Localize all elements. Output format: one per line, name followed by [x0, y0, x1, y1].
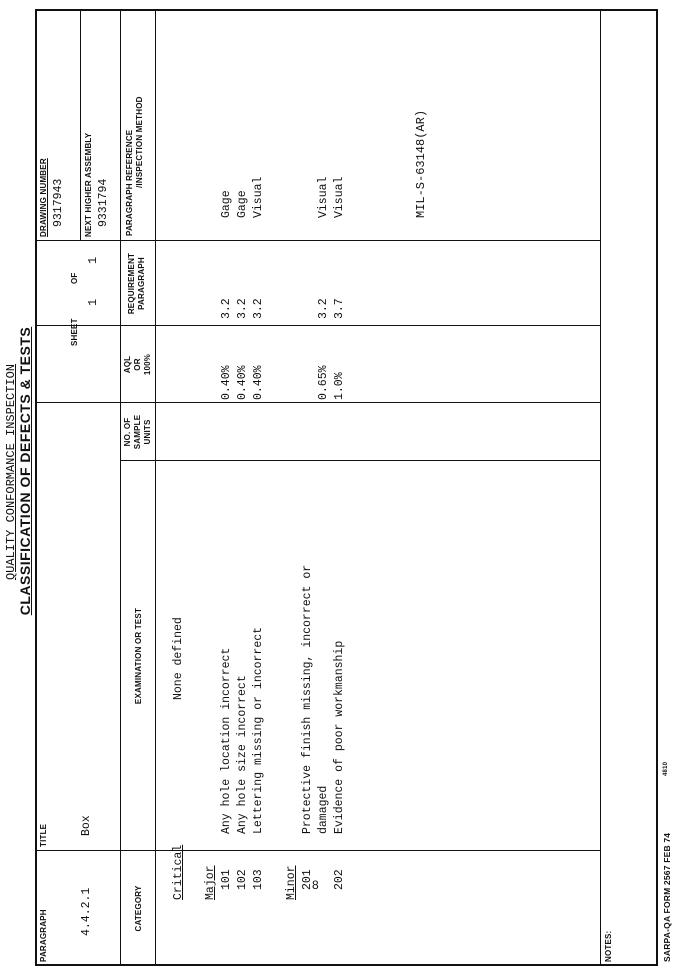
- form-footer-code: 4810: [663, 761, 669, 776]
- major-102-code: 102: [236, 869, 249, 890]
- minor-202-requirement: 3.7: [333, 298, 346, 319]
- minor-201-code: 201: [301, 869, 314, 890]
- sample-units-line: NO. OF: [123, 417, 132, 447]
- major-103-aql: 0.40%: [252, 365, 265, 400]
- major-103-description: Lettering missing or incorrect: [252, 626, 265, 834]
- major-101-requirement: 3.2: [220, 298, 233, 319]
- sheet-label: SHEET: [70, 318, 79, 346]
- major-102-requirement: 3.2: [236, 298, 249, 319]
- col-divider-aql: [35, 402, 600, 403]
- of-label: OF: [70, 272, 79, 284]
- requirement-line: PARAGRAPH: [137, 257, 146, 310]
- col-divider-requirement: [35, 325, 600, 326]
- notes-top-line: [600, 9, 601, 966]
- sample-units-line: SAMPLE: [133, 414, 142, 450]
- sheet-total: 1: [86, 256, 100, 264]
- drawing-number-line: [80, 9, 81, 241]
- sample-units-line: UNITS: [143, 419, 152, 445]
- minor-202-method: Visual: [333, 176, 346, 218]
- reference-line: /INSPECTION METHOD: [135, 96, 144, 188]
- drawing-number-value: 9317943: [52, 178, 65, 227]
- column-header-bottom: [155, 9, 156, 966]
- major-103-method: Visual: [252, 176, 265, 218]
- major-101-description: Any hole location incorrect: [220, 647, 233, 834]
- col-divider-sample: [120, 460, 600, 461]
- paragraph-label: PARAGRAPH: [39, 909, 48, 962]
- major-101-code: 101: [220, 869, 233, 890]
- page-number: 8: [312, 878, 319, 892]
- major-101-method: Gage: [220, 190, 233, 218]
- major-101-aql: 0.40%: [220, 365, 233, 400]
- notes-label: NOTES:: [604, 930, 613, 962]
- title-value: Box: [80, 815, 93, 836]
- minor-202-aql: 1.0%: [333, 372, 346, 400]
- sheet-number: 1: [86, 298, 100, 306]
- next-assembly-value: 9331794: [97, 178, 110, 227]
- next-assembly-label: NEXT HIGHER ASSEMBLY: [84, 132, 93, 237]
- major-102-aql: 0.40%: [236, 365, 249, 400]
- requirement-header: [127, 241, 147, 326]
- header-divider-title: [35, 240, 600, 241]
- paragraph-value: 4.4.2.1: [80, 887, 93, 936]
- major-label: Major: [204, 865, 217, 900]
- spec-number: MIL-S-63148(AR): [414, 109, 428, 218]
- title-label: TITLE: [39, 823, 48, 847]
- minor-202-code: 202: [333, 869, 346, 890]
- minor-202-description: Evidence of poor workmanship: [333, 640, 346, 834]
- major-103-requirement: 3.2: [252, 298, 265, 319]
- critical-description: None defined: [172, 617, 185, 700]
- col-divider-1: [35, 850, 600, 851]
- major-103-code: 103: [252, 869, 265, 890]
- minor-201-requirement: 3.2: [317, 298, 330, 319]
- examination-header: EXAMINATION OR TEST: [134, 607, 143, 705]
- minor-201-aql: 0.65%: [317, 365, 330, 400]
- drawing-number-label: DRAWING NUMBER: [39, 158, 48, 237]
- aql-line: 100%: [143, 353, 152, 376]
- minor-201-description-cont: damaged: [317, 785, 330, 834]
- sample-units-header: [123, 403, 153, 461]
- category-header: CATEGORY: [134, 885, 143, 932]
- reference-line: PARAGRAPH REFERENCE: [125, 129, 134, 236]
- requirement-line: REQUIREMENT: [127, 252, 136, 315]
- aql-header: [123, 326, 153, 403]
- form-footer: SARPA-QA FORM 2567 FEB 74: [662, 832, 672, 962]
- major-102-method: Gage: [236, 190, 249, 218]
- aql-line: OR: [133, 358, 142, 371]
- reference-header: [125, 96, 145, 236]
- minor-201-description: Protective finish missing, incorrect or: [301, 564, 314, 834]
- minor-label: Minor: [285, 865, 298, 900]
- critical-label: Critical: [172, 844, 185, 900]
- aql-line: AQL: [123, 355, 132, 374]
- minor-201-method: Visual: [317, 176, 330, 218]
- heading-line-1: QUALITY CONFORMANCE INSPECTION: [4, 363, 18, 581]
- header-bottom-line: [120, 9, 121, 966]
- major-102-description: Any hole size incorrect: [236, 675, 249, 834]
- heading-line-2: CLASSIFICATION OF DEFECTS & TESTS: [17, 326, 33, 616]
